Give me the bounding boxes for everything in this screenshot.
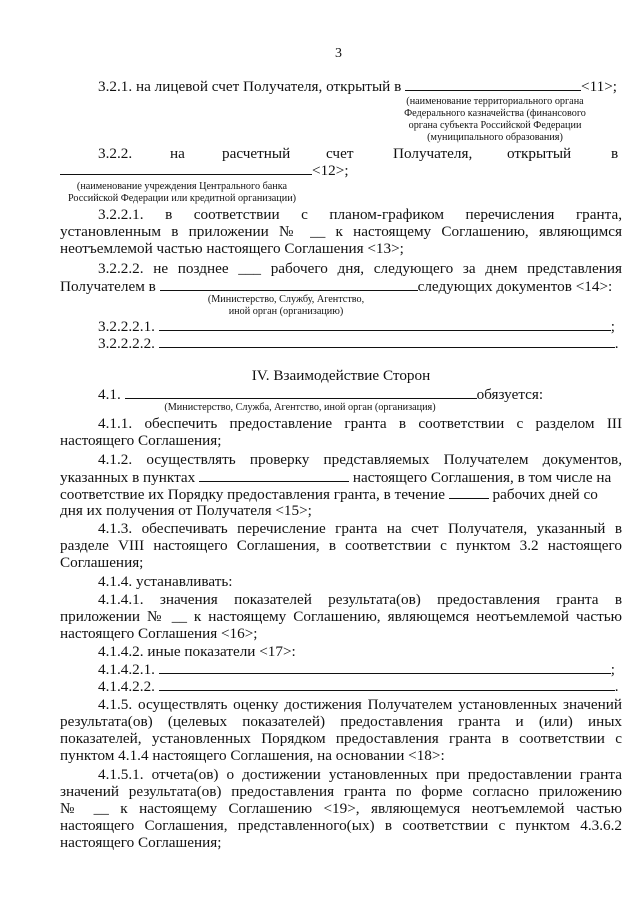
item-end: ; [610,318,615,335]
para-3-2-2-1-line: установленным в приложении № __ к настоящему Соглашению, являющимся [60,223,622,240]
para-4-1-5-line: пунктом 4.1.4 настоящего Соглашения, на основании <18>: [60,747,445,764]
para-4-1-4-1-line: приложении № __ к настоящему Соглашению, являющемся неотъемлемой частью [60,608,622,625]
note-line: Российской Федерации или кредитной организации) [67,193,297,204]
note-line: органа субъекта Российской Федерации [408,120,582,131]
note-treasury [392,96,598,144]
note-ministry [186,294,386,318]
footnote-ref: <12>; [312,162,349,179]
para-4-1-5-1-line: № __ к настоящему Соглашению <19>, являющемуся неотъемлемой частью [60,800,622,817]
footnote-ref: <11>; [581,78,618,95]
note-line: (наименование учреждения Центрального банка [76,181,288,192]
item-3-2-2-2-2 [98,333,619,354]
para-4-1-3-line: разделе VIII настоящего Соглашения, в соответствии с пунктом 3.2 настоящего [60,537,622,554]
clause-3-2-2-line2 [60,160,349,181]
clause-3-2-2-word: на [170,145,185,162]
blank-line [159,333,615,348]
para-4-1-3-line: 4.1.3. обеспечивать перечисление гранта на счет Получателя, указанный в [98,520,622,537]
clause-3-2-2-word: в [611,145,619,162]
para-4-1-5-1-line: значений результата(ов) предоставления гранта по форме согласно приложению [60,783,622,800]
clause-text: обязуется: [476,386,544,403]
para-4-1-1-line: настоящего Соглашения; [60,432,222,449]
para-3-2-2-1-line: 3.2.2.1. в соответствии с планом-графиком перечисления гранта, [98,206,622,223]
para-4-1-5-1-line: настоящего Соглашения, представленного(ых) в соответствии с пунктом 4.3.6.2 [60,817,622,834]
blank-line [449,484,489,499]
para-4-1-5-line: показателей, установленных Порядком предоставления гранта в соответствии с [60,730,622,747]
blank-line [159,676,615,691]
item-number: 3.2.2.2.2. [98,335,155,352]
para-4-1-1-line: 4.1.1. обеспечить предоставление гранта в соответствии с разделом III [98,415,622,432]
clause-3-2-2-word: открытый [507,145,572,162]
item-end: . [614,678,619,695]
blank-line [405,76,581,91]
para-4-1-5-line: 4.1.5. осуществлять оценку достижения Получателем установленных значений [98,696,622,713]
note-bank [58,181,306,205]
note-line: Федерального казначейства (финансового [404,108,586,119]
clause-3-2-2-word: счет [326,145,354,162]
clause-text: 3.2.1. на лицевой счет Получателя, открытый в [98,78,402,95]
note-ministry-41: (Министерство, Служба, Агентство, иной орган (организация) [164,402,436,413]
para-text: настоящего Соглашения, в том числе на [352,469,612,486]
para-text: указанных в пунктах [60,469,196,486]
para-text: следующих документов <14>: [417,278,613,295]
para-3-2-2-1-line: неотъемлемой частью настоящего Соглашения <13>; [60,240,404,257]
page-number: 3 [335,46,342,61]
para-4-1-5-1-line: 4.1.5.1. отчета(ов) о достижении установленных при предоставлении гранта [98,766,622,783]
para-4-1-2-line: дня их получения от Получателя <15>; [60,502,312,519]
blank-line [199,467,349,482]
para-text: рабочих дней со [492,486,598,503]
clause-3-2-2-word: расчетный [222,145,291,162]
clause-3-2-2-word: Получателя, [393,145,473,162]
item-number: 3.2.2.2.1. [98,318,155,335]
para-4-1-4-2: 4.1.4.2. иные показатели <17>: [98,643,296,660]
blank-line [160,276,418,291]
section-title: IV. Взаимодействие Сторон [251,367,431,384]
clause-3-2-2-word: 3.2.2. [98,145,133,162]
para-4-1-5-line: результата(ов) (целевых показателей) предоставления гранта и (или) иных [60,713,622,730]
para-4-1-4: 4.1.4. устанавливать: [98,573,233,590]
note-line: (муниципального образования) [427,132,563,143]
para-4-1-5-1-line: настоящего Соглашения; [60,834,222,851]
clause-3-2-1 [98,76,617,97]
item-end: ; [610,661,615,678]
blank-line [125,384,477,399]
para-text: Получателем в [60,278,156,295]
para-text: соответствие их Порядку предоставления гранта, в течение [60,486,445,503]
note-line: (наименование территориального органа [406,96,584,107]
item-number: 4.1.4.2.2. [98,678,155,695]
para-4-1-4-1-line: 4.1.4.1. значения показателей результата(ов) предоставления гранта в [98,591,622,608]
note-line: иной орган (организацию) [228,306,344,317]
para-4-1-4-1-line: настоящего Соглашения <16>; [60,625,258,642]
clause-number: 4.1. [98,386,121,403]
note-line: (Министерство, Службу, Агентство, [207,294,365,305]
para-4-1-3-line: Соглашения; [60,554,144,571]
para-3-2-2-2-line: 3.2.2.2. не позднее ___ рабочего дня, следующего за днем представления [98,260,622,277]
item-end: . [614,335,619,352]
item-number: 4.1.4.2.1. [98,661,155,678]
blank-line [60,160,312,175]
item-4-1-4-2-2 [98,676,619,697]
blank-line [159,659,611,674]
para-4-1-2-line: 4.1.2. осуществлять проверку представляемых Получателем документов, [98,451,622,468]
blank-line [159,316,611,331]
